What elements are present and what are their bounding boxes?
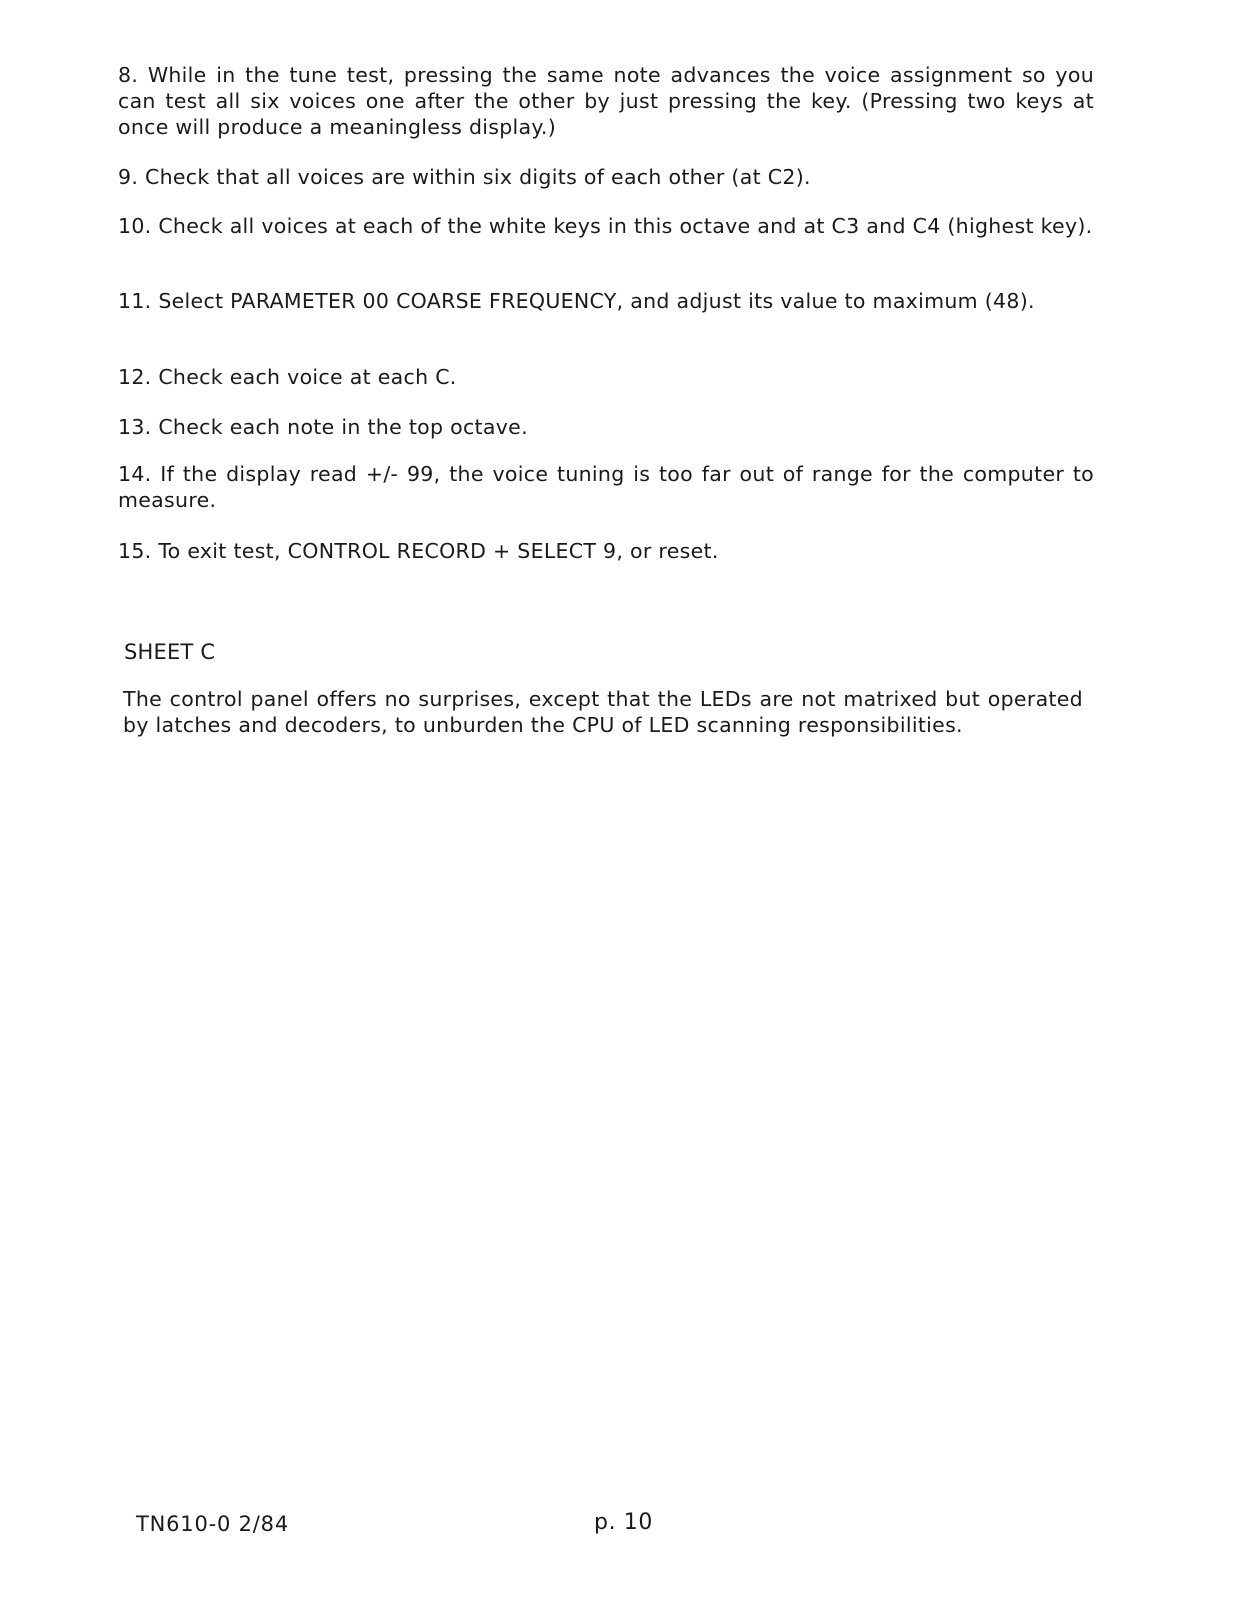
list-item-9: 9. Check that all voices are within six digits of each other (at C2). <box>118 165 811 189</box>
list-item-15: 15. To exit test, CONTROL RECORD + SELECT 9, or reset. <box>118 539 719 563</box>
list-item-12: 12. Check each voice at each C. <box>118 365 457 389</box>
page-number: p. 10 <box>594 1510 653 1535</box>
document-id: TN610-0 2/84 <box>136 1512 289 1536</box>
section-body: The control panel offers no surprises, except that the LEDs are not matrixed but operated by latches and decoders, to unburden the CPU of LED scanning responsibilities. <box>123 687 1083 737</box>
list-item-11: 11. Select PARAMETER 00 COARSE FREQUENCY, and adjust its value to maximum (48). <box>118 289 1035 313</box>
section-heading: SHEET C <box>124 640 216 664</box>
list-item-13: 13. Check each note in the top octave. <box>118 415 528 439</box>
list-item-8: 8. While in the tune test, pressing the same note advances the voice assignment so you can test all six voices one after the other by just pressing the key. (Pressing two keys at once will produce a meaningless display.) <box>118 63 1094 139</box>
list-item-14: 14. If the display read +/- 99, the voice tuning is too far out of range for the computer to measure. <box>118 462 1094 512</box>
list-item-10: 10. Check all voices at each of the white keys in this octave and at C3 and C4 (highest key). <box>118 214 1093 238</box>
